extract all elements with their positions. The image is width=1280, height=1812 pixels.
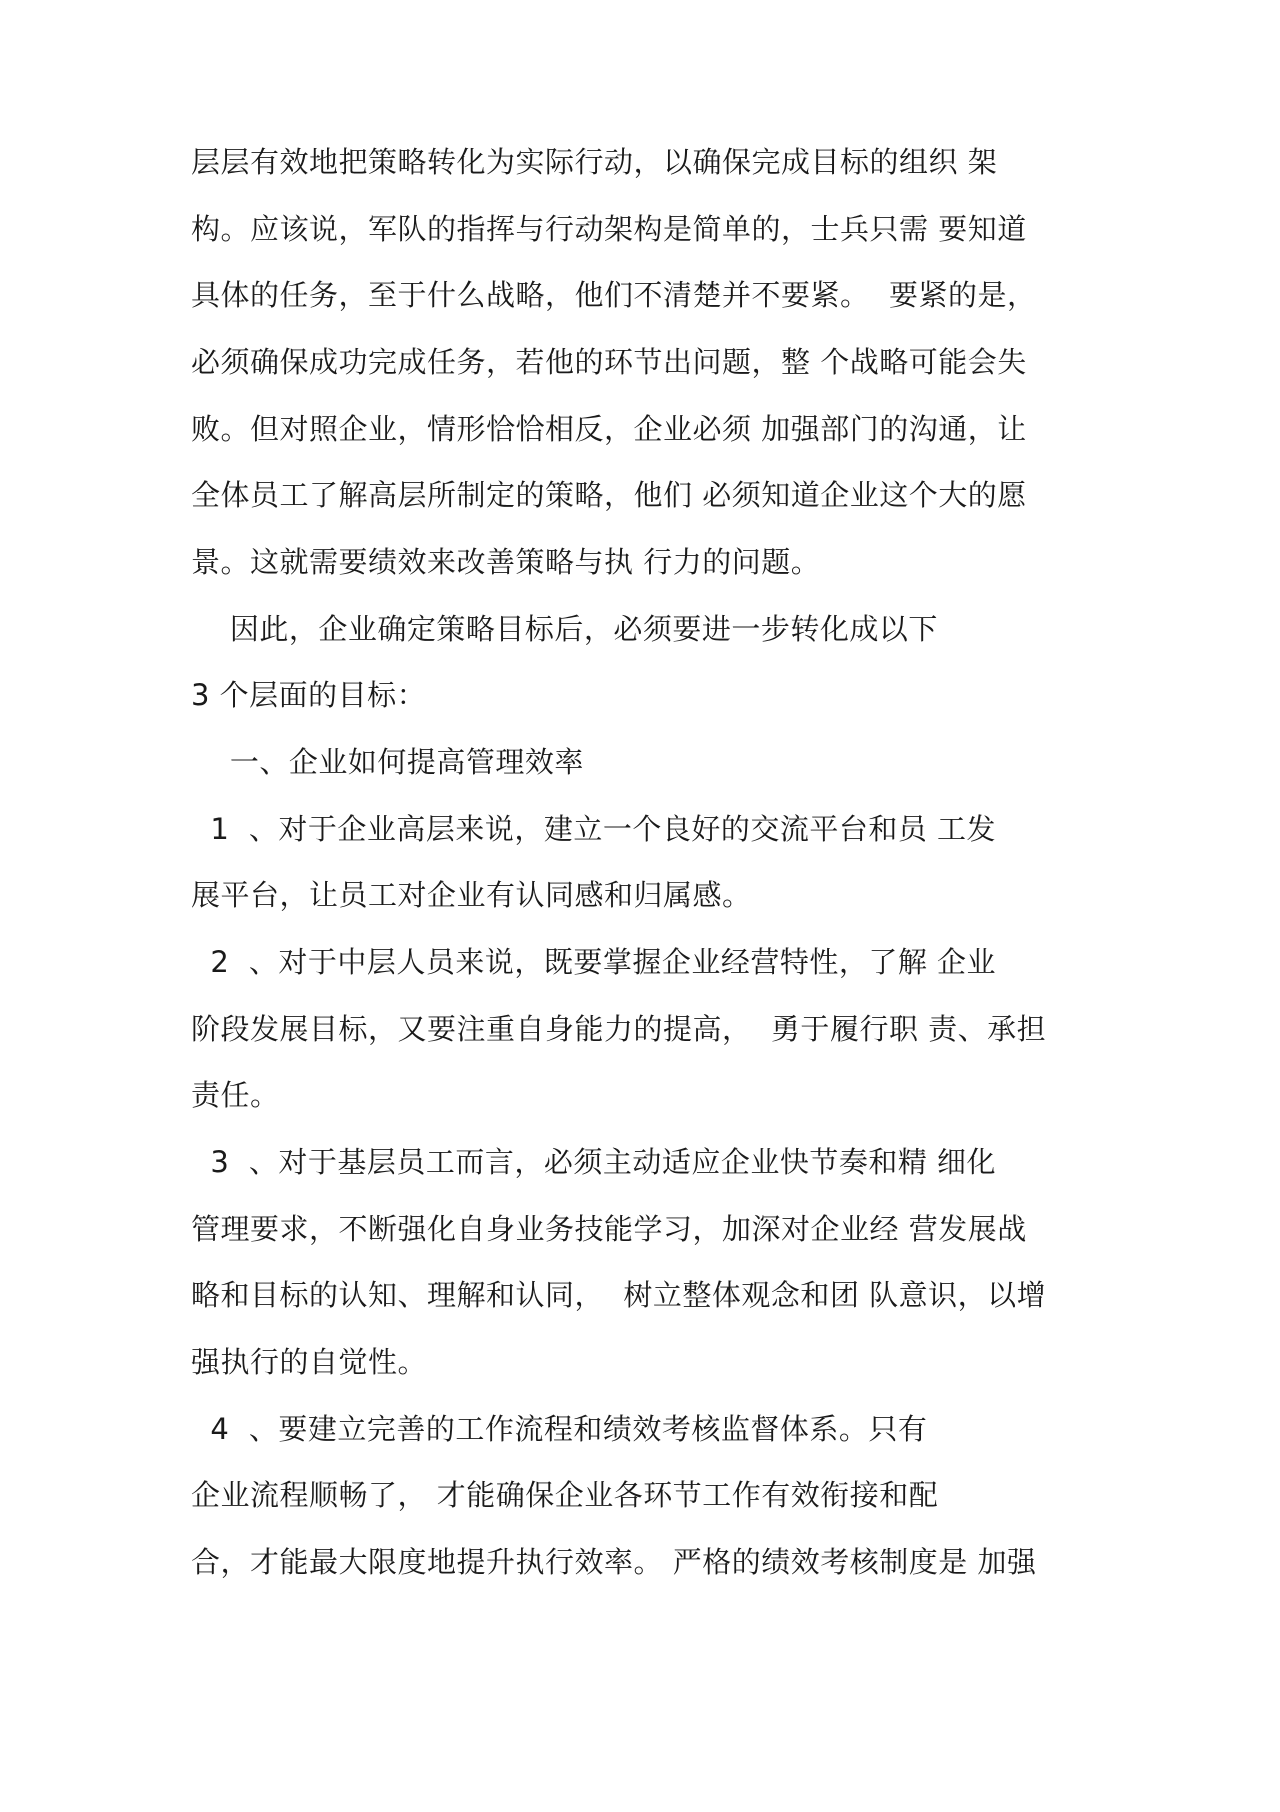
text-line-4: 必须确保成功完成任务，若他的环节出问题，整 个战略可能会失 — [191, 345, 1027, 379]
text-line-16: 3 、对于基层员工而言，必须主动适应企业快节奏和精 细化 — [191, 1145, 997, 1179]
text-line-21: 企业流程顺畅了， 才能确保企业各环节工作有效衔接和配 — [191, 1478, 939, 1512]
text-line-9: 3 个层面的目标： — [191, 678, 427, 712]
text-line-14: 阶段发展目标，又要注重自身能力的提高， 勇于履行职 责、承担 — [191, 1012, 1047, 1046]
text-line-18: 略和目标的认知、理解和认同， 树立整体观念和团 队意识，以增 — [191, 1278, 1047, 1312]
text-line-7: 景。这就需要绩效来改善策略与执 行力的问题。 — [191, 545, 821, 579]
text-line-20: 4 、要建立完善的工作流程和绩效考核监督体系。只有 — [191, 1412, 928, 1446]
text-line-22: 合，才能最大限度地提升执行效率。 严格的绩效考核制度是 加强 — [191, 1545, 1037, 1579]
text-line-19: 强执行的自觉性。 — [191, 1345, 428, 1379]
text-line-13: 2 、对于中层人员来说，既要掌握企业经营特性，了解 企业 — [191, 945, 997, 979]
text-line-10: 一、企业如何提高管理效率 — [191, 745, 584, 779]
text-line-5: 败。但对照企业，情形恰恰相反，企业必须 加强部门的沟通，让 — [191, 412, 1027, 446]
text-line-2: 构。应该说，军队的指挥与行动架构是简单的，士兵只需 要知道 — [191, 212, 1027, 246]
text-line-15: 责任。 — [191, 1078, 280, 1112]
text-line-8: 因此，企业确定策略目标后，必须要进一步转化成以下 — [191, 612, 938, 646]
text-line-3: 具体的任务，至于什么战略，他们不清楚并不要紧。 要紧的是， — [191, 278, 1037, 312]
text-line-11: 1 、对于企业高层来说，建立一个良好的交流平台和员 工发 — [191, 812, 997, 846]
text-line-6: 全体员工了解高层所制定的策略，他们 必须知道企业这个大的愿 — [191, 478, 1027, 512]
text-line-17: 管理要求，不断强化自身业务技能学习，加深对企业经 营发展战 — [191, 1212, 1027, 1246]
text-line-1: 层层有效地把策略转化为实际行动，以确保完成目标的组织 架 — [191, 145, 998, 179]
text-line-12: 展平台，让员工对企业有认同感和归属感。 — [191, 878, 752, 912]
